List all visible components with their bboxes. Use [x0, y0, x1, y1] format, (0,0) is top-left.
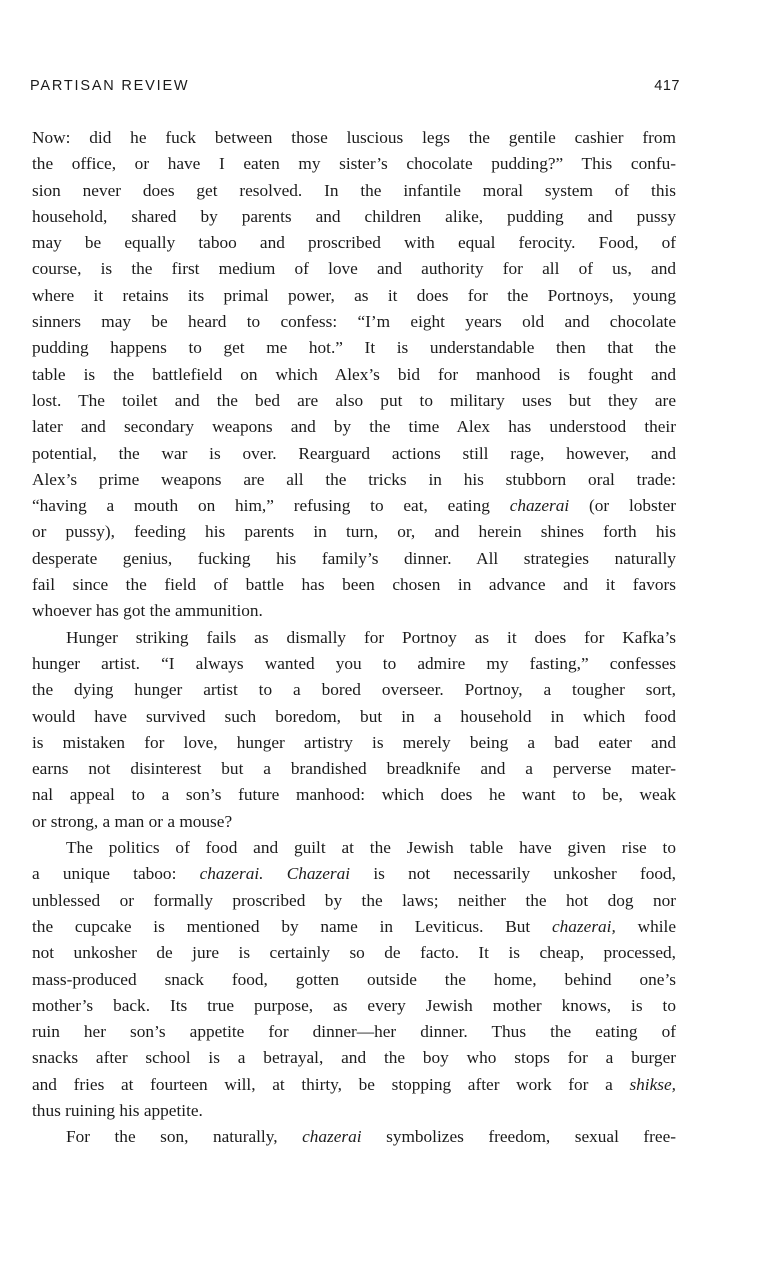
- text-run: (or lobster: [569, 496, 676, 516]
- text-line: [32, 467, 676, 493]
- text-line: [32, 572, 676, 598]
- text-run: may be equally taboo and proscribed with equal ferocity. Food, of: [32, 233, 676, 253]
- text-run: would have survived such boredom, but in a household in which food: [32, 706, 676, 726]
- text-run: mass-produced snack food, gotten outside the home, behind one’s: [32, 969, 676, 989]
- text-run: a unique taboo:: [32, 864, 200, 884]
- text-run: unblessed or formally proscribed by the laws; neither the hot dog nor: [32, 890, 676, 910]
- italic-run: shikse,: [629, 1074, 676, 1094]
- text-run: or strong, a man or a mouse?: [32, 811, 233, 831]
- text-line: [32, 704, 676, 730]
- text-line: [32, 362, 676, 388]
- paragraph: [32, 835, 676, 1124]
- text-line: [32, 441, 676, 467]
- text-line: [32, 598, 676, 624]
- text-run: is mistaken for love, hunger artistry is merely being a bad eater and: [32, 732, 676, 752]
- italic-run: chazerai: [509, 496, 570, 516]
- body-text: [32, 125, 676, 1151]
- text-line: [32, 1045, 676, 1071]
- text-line: [32, 861, 676, 887]
- text-line: [32, 809, 676, 835]
- text-line: [32, 888, 676, 914]
- text-line: [32, 914, 676, 940]
- text-run: the dying hunger artist to a bored overseer. Portnoy, a tougher sort,: [32, 680, 676, 700]
- text-run: household, shared by parents and children alike, pudding and pussy: [32, 206, 676, 226]
- text-run: where it retains its primal power, as it does for the Portnoys, young: [32, 285, 676, 305]
- text-run: the cupcake is mentioned by name in Leviticus. But: [32, 916, 552, 936]
- text-line: [32, 414, 676, 440]
- italic-run: chazerai,: [551, 916, 616, 936]
- text-line: [32, 1098, 676, 1124]
- text-line: [32, 1072, 676, 1098]
- text-line: [32, 230, 676, 256]
- text-run: or pussy), feeding his parents in turn, or, and herein shines forth his: [32, 522, 676, 542]
- text-line: [32, 256, 676, 282]
- text-run: while: [615, 916, 676, 936]
- text-line: [32, 388, 676, 414]
- text-run: course, is the first medium of love and authority for all of us, and: [32, 259, 676, 279]
- text-run: The politics of food and guilt at the Jewish table have given rise to: [66, 838, 676, 858]
- text-run: sinners may be heard to confess: “I’m eight years old and chocolate: [32, 312, 676, 332]
- text-line: [32, 204, 676, 230]
- text-run: pudding happens to get me hot.” It is understandable then that the: [32, 338, 676, 358]
- text-run: desperate genius, fucking his family’s dinner. All strategies naturally: [32, 548, 676, 568]
- text-line: [32, 993, 676, 1019]
- text-run: hunger artist. “I always wanted you to admire my fasting,” confesses: [32, 653, 676, 673]
- text-run: fail since the field of battle has been chosen in advance and it favors: [32, 575, 676, 595]
- text-line: [32, 730, 676, 756]
- text-run: sion never does get resolved. In the infantile moral system of this: [32, 180, 676, 200]
- italic-run: chazerai: [302, 1127, 362, 1147]
- text-line: [32, 493, 676, 519]
- paragraph: [32, 1124, 676, 1150]
- text-line: [32, 125, 676, 151]
- text-run: Alex’s prime weapons are all the tricks in his stubborn oral trade:: [32, 469, 676, 489]
- text-line: [32, 967, 676, 993]
- text-run: later and secondary weapons and by the time Alex has understood their: [32, 417, 676, 437]
- text-run: is not necessarily unkosher food,: [350, 864, 676, 884]
- text-run: Now: did he fuck between those luscious legs the gentile cashier from: [32, 128, 676, 147]
- text-run: potential, the war is over. Rearguard actions still rage, however, and: [32, 443, 676, 463]
- paragraph: [32, 125, 676, 625]
- text-line: [32, 782, 676, 808]
- text-run: and fries at fourteen will, at thirty, be stopping after work for a: [32, 1074, 630, 1094]
- text-run: lost. The toilet and the bed are also put to military uses but they are: [32, 390, 676, 410]
- text-run: not unkosher de jure is certainly so de facto. It is cheap, processed,: [32, 943, 676, 963]
- paragraph: [32, 625, 676, 835]
- text-line: [32, 309, 676, 335]
- page-number: 417: [654, 78, 680, 94]
- text-line: [32, 677, 676, 703]
- text-line: [32, 940, 676, 966]
- text-run: earns not disinterest but a brandished breadknife and a perverse mater-: [32, 759, 676, 779]
- running-head: [30, 78, 680, 98]
- text-line: [32, 519, 676, 545]
- text-run: thus ruining his appetite.: [32, 1100, 203, 1120]
- text-run: table is the battlefield on which Alex’s bid for manhood is fought and: [32, 364, 676, 384]
- text-run: whoever has got the ammunition.: [32, 601, 263, 621]
- text-run: Hunger striking fails as dismally for Portnoy as it does for Kafka’s: [66, 627, 676, 647]
- text-line: [32, 835, 676, 861]
- text-run: “having a mouth on him,” refusing to eat, eating: [32, 496, 510, 516]
- text-line: [32, 1019, 676, 1045]
- text-line: [32, 178, 676, 204]
- text-run: snacks after school is a betrayal, and the boy who stops for a burger: [32, 1048, 676, 1068]
- text-line: [32, 335, 676, 361]
- text-run: nal appeal to a son’s future manhood: which does he want to be, weak: [32, 785, 676, 805]
- text-line: [32, 151, 676, 177]
- text-line: [32, 756, 676, 782]
- text-line: [32, 625, 676, 651]
- text-line: [32, 546, 676, 572]
- text-run: For the son, naturally,: [66, 1127, 303, 1147]
- italic-run: chazerai. Chazerai: [199, 864, 351, 884]
- text-run: symbolizes freedom, sexual free-: [361, 1127, 676, 1147]
- text-line: [32, 283, 676, 309]
- journal-title: PARTISAN REVIEW: [30, 78, 190, 94]
- text-run: ruin her son’s appetite for dinner—her dinner. Thus the eating of: [32, 1022, 676, 1042]
- text-run: the office, or have I eaten my sister’s chocolate pudding?” This confu-: [32, 154, 676, 174]
- text-line: [32, 1124, 676, 1150]
- text-line: [32, 651, 676, 677]
- text-run: mother’s back. Its true purpose, as every Jewish mother knows, is to: [32, 995, 676, 1015]
